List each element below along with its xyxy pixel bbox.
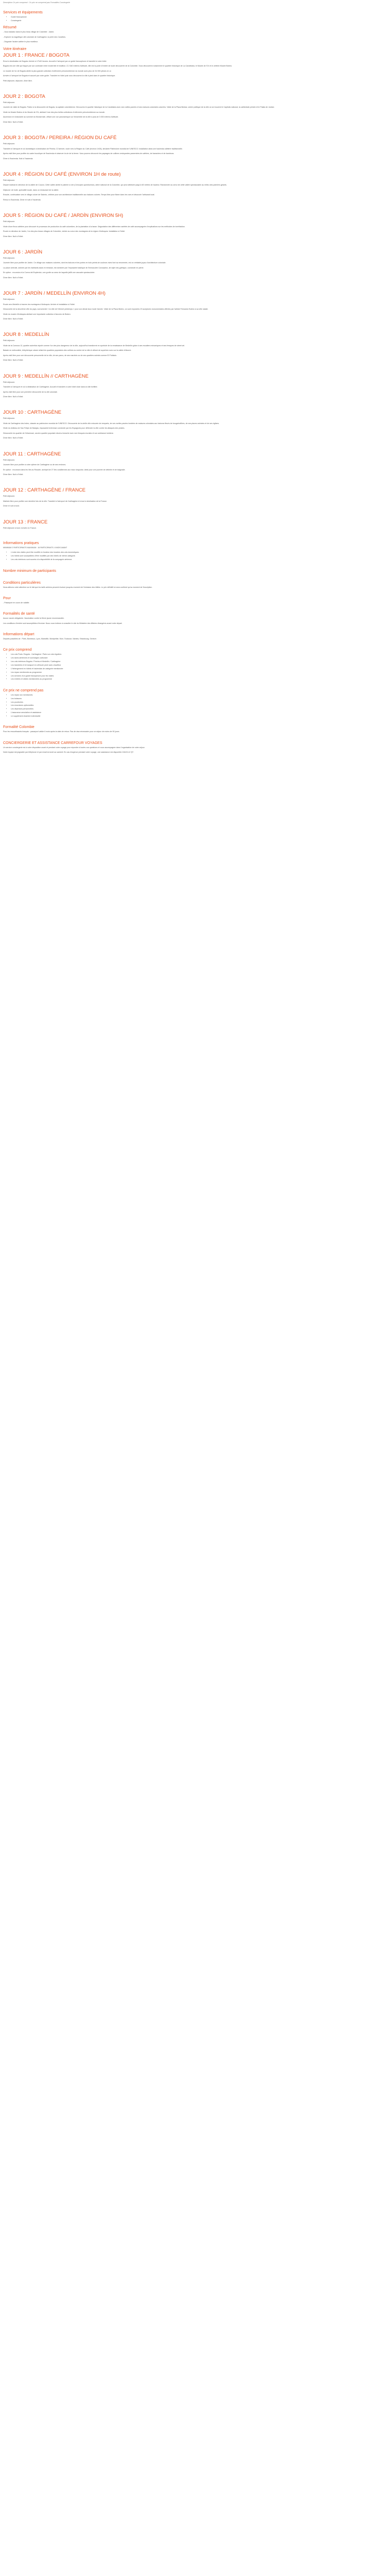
day-title: JOUR 4 : RÉGION DU CAFÉ (ENVIRON 1H de route) (3, 171, 121, 177)
formalite-colombie-section (3, 725, 378, 733)
day-block (3, 291, 378, 320)
day-title: JOUR 6 : JARDÍN (3, 249, 43, 255)
day-paragraph: Route vers Medellín à travers les montagnes d'Antioquia. Arrivée et installation à l'hôtel. (3, 303, 75, 306)
day-paragraph: Petit déjeuner. (3, 495, 15, 498)
info-line: MINIMUM 2 PARTICIPANTS MAXIMUM : 16 PARTICIPANTS. 8 MOIS AVANT (3, 546, 68, 549)
day-title: JOUR 9 : MEDELLÍN // CARTHAGÈNE (3, 373, 89, 379)
day-title: JOUR 10 : CARTHAGÈNE (3, 410, 61, 416)
conciergerie-heading: CONCIERGERIE ET ASSISTANCE CARREFOUR VOYAGES (3, 741, 103, 745)
day-paragraph: Bogota est une ville qui frappe par son contraste entre modernité et tradition. À 2 640 mètres d'altitude, elle est la porte d'entrée de toute découverte de la Colombie. Vous découvrirez notamment le quartier historique de La Candelaria, le Musée de l'Or et le célèbre Musée Botero. (3, 65, 233, 67)
day-paragraph: Petit déjeuner. (3, 221, 15, 223)
day-paragraph: Dîner libre. Nuit à l'hôtel. (3, 437, 24, 439)
day-block (3, 135, 378, 160)
resume-heading: Résumé (3, 26, 17, 30)
day-paragraph: Après-midi libre pour profiter du cadre bucolique de l'hacienda et observer la vie de la ferme. Vous pourrez découvrir les paysages de collines verdoyantes parsemées de caféiers, de bananiers et de bambous. (3, 152, 174, 155)
list-item: • Les dépenses personnelles (11, 708, 378, 710)
list-item: • Les repas non mentionnés (11, 694, 378, 697)
list-item: • Les entrées et visites mentionnées au programme (11, 678, 378, 681)
day-paragraph: Déjeuner de truite, spécialité locale, dans un restaurant de la vallée. (3, 189, 59, 191)
day-paragraph: Petit déjeuner, déjeuner, dîner libre. (3, 79, 32, 82)
list-item: • Les pourboires (11, 701, 378, 704)
comprend-pas-section (3, 688, 378, 718)
day-block (3, 451, 378, 477)
list-item: • Guide francophone (11, 16, 378, 19)
itinerary-days (3, 53, 378, 530)
comprend-section (3, 648, 378, 681)
day-title: JOUR 7 : JARDÍN / MEDELLÍN (ENVIRON 4H) (3, 291, 106, 297)
day-paragraph: Retour à l'hacienda. Dîner et nuit à l'hacienda. (3, 198, 41, 201)
day-title: JOUR 1 : FRANCE / BOGOTA (3, 52, 70, 58)
intro-text: Description Ce prix comprend : Ce prix ne comprend pas Formalités Conciergerie (3, 2, 70, 4)
list-item: • Les hôtels sont susceptibles d'être modifiés par des hôtels de même catégorie. (11, 555, 378, 557)
list-item: • Les transferts et le transport en véhicule privé avec chauffeur (11, 664, 378, 667)
day-block (3, 374, 378, 399)
day-paragraph: Petit déjeuner. (3, 381, 15, 383)
day-paragraph: Visite de la Comuna 13, quartier autrefois réputé comme l'un des plus dangereux de la ville, aujourd'hui transformé en symbole de la renaissance de Medellín grâce à ses escaliers mécaniques et ses fresques de street art. (3, 344, 185, 347)
list-item: • L'assurance annulation et assistance (11, 711, 378, 714)
conciergerie-section (3, 741, 378, 754)
list-item: • Les repas mentionnés au programme (11, 671, 378, 674)
day-paragraph: Petit déjeuner. (3, 298, 15, 301)
day-block (3, 213, 378, 238)
list-item: • L'ordre des visites peut être modifié en fonction des horaires des vols domestiques. (11, 551, 378, 554)
day-title: JOUR 13 : FRANCE (3, 519, 48, 525)
day-paragraph: Visite du musée d'Antioquia abritant une importante collection d'œuvres de Botero. (3, 313, 71, 315)
pour-section (3, 596, 378, 604)
day-title: JOUR 8 : MEDELLÍN (3, 332, 50, 338)
day-block (3, 53, 378, 82)
list-item: • Les vols intérieurs Bogota / Pereira et Medellín / Carthagène (11, 660, 378, 663)
day-paragraph: En option : excursion à la Cueva del Esplendor, une grotte au cœur de laquelle jaillit une cascade spectaculaire. (3, 272, 95, 274)
day-paragraph: Petit déjeuner. (3, 179, 15, 181)
conditions-section (3, 581, 378, 589)
list-item: • Les boissons (11, 698, 378, 700)
day-paragraph: Dîner et nuit à bord. (3, 505, 20, 507)
day-block (3, 249, 378, 279)
comprend-heading: Ce prix comprend (3, 648, 32, 652)
pour-heading: Pour (3, 596, 11, 600)
day-paragraph: Petit déjeuner. (3, 257, 15, 259)
itinerary-heading: Votre itinéraire (3, 47, 27, 51)
day-paragraph: Dîner libre. Nuit à l'hôtel. (3, 235, 24, 238)
day-block (3, 332, 378, 362)
conditions-heading: Conditions particulières (3, 581, 41, 585)
day-paragraph: Visite d'une finca caféière pour découvrir le processus de production du café colombien, de la plantation à la tasse. Dégustation des différentes variétés de café accompagnée d'explications sur les méthodes de torréfaction. (3, 225, 186, 228)
day-paragraph: Envol à destination de Bogota. Arrivée à 17h40 heures. Accueil à l'aéroport par un guide francophone et transfert à votre hôtel. (3, 60, 107, 62)
day-paragraph: Départ matinal en direction de la vallée de Cocora. Cette vallée abrite le palmier à cire (Ceroxylon quindiuense), arbre national de la Colombie, qui peut atteindre jusqu'à 60 mètres de hauteur. Randonnée au cœur de cette vallée spectaculaire au milieu des palmiers géants. (3, 184, 227, 187)
day-paragraph: Dîner libre. Nuit à l'hôtel. (3, 473, 24, 476)
day-paragraph: Journée de visite de Bogota. Partez à la découverte de Bogota, la capitale colombienne. Découvrez le quartier historique de la Candelaria avec ses ruelles pavées et ses maisons coloniales colorées. Visite de la Plaza Bolivar, centre politique de la ville où se trouvent le Capitolio national, la cathédrale primée et le Palais de Justice. (3, 106, 275, 109)
day-paragraph: Dîner libre. Nuit à l'hôtel. (3, 396, 24, 398)
day-title: JOUR 12 : CARTHAGÈNE / FRANCE (3, 487, 86, 494)
day-paragraph: Petit déjeuner. (3, 459, 15, 461)
resume-line: - Vous baladez dans le plus beau village de Colombie : Jardín. (3, 31, 55, 33)
day-block (3, 410, 378, 439)
day-paragraph: Découverte du quartier de Getsemaní, ancien quartier populaire devenu branché avec ses fresques murales et son ambiance bohème. (3, 432, 114, 434)
info-section (3, 541, 378, 562)
day-paragraph: Transfert à l'aéroport et vol domestique à destination de Pereira. À l'arrivée, route vers la Région du Café (environ 1h30), déclarée Patrimoine mondial de l'UNESCO. Installation dans une hacienda caféière traditionnelle. (3, 147, 183, 150)
day-title: JOUR 2 : BOGOTA (3, 93, 45, 99)
day-paragraph: Route en direction de Jardín, l'un des plus beaux villages de Colombie, nichée au cœur des montagnes de la région d'Antioquia. Installation à l'hôtel. (3, 230, 125, 233)
comprend-pas-heading: Ce prix ne comprend pas (3, 688, 44, 692)
day-paragraph: Arrivée à l'aéroport de Bogota et accueil par votre guide. Transfert en hôtel puis vous découvrez la ville à pied dans le quartier historique. (3, 75, 116, 77)
day-paragraph: Matinée libre pour profiter une dernière fois de la ville. Transfert à l'aéroport de Carthagène et envol à destination de la France. (3, 500, 107, 502)
min-heading: Nombre minimum de participants (3, 569, 56, 573)
comprend-pas-list (3, 694, 378, 718)
day-block (3, 94, 378, 124)
day-paragraph: Dîner à l'hacienda. Nuit à l'hacienda. (3, 157, 34, 160)
formalites-text: Aucun vaccin obligatoire. Vaccination contre la fièvre jaune recommandée. (3, 617, 64, 620)
list-item: • L'hébergement en hôtels et haciendas de catégorie mentionnée (11, 668, 378, 670)
day-paragraph: La place centrale, animée par les habitants assis en terrasse, est dominée par l'imposante basilique de l'Immaculée Conception, de style néo-gothique, construite en pierre. (3, 266, 144, 269)
day-paragraph: Le musée de l'or de Bogota abrite la plus grande collection d'orfèvrerie précolombienne du monde avec plus de 34 000 pièces en or. (3, 70, 112, 72)
day-paragraph: Ensuite, continuation vers le village coloré de Salento, célèbre pour son architecture traditionnelle aux balcons colorés. Temps libre pour flâner dans les rues et découvrir l'artisanat local. (3, 194, 155, 196)
covid-text: Les conditions d'entrée sont susceptibles d'évoluer. Nous vous invitons à consulter le site du Ministère des Affaires étrangères avant votre départ. (3, 622, 123, 624)
info-list (3, 551, 378, 561)
formalites-heading: Formalités de santé (3, 612, 35, 616)
day-paragraph: Journée libre pour profiter à votre rythme de Carthagène ou de ses environs. (3, 464, 67, 466)
day-title: JOUR 3 : BOGOTA / PEREIRA / RÉGION DU CAFÉ (3, 135, 117, 141)
list-item: • Les vols Paris / Bogota - Carthagène / Paris sur vols réguliers (11, 653, 378, 656)
services-heading: Services et équipements (3, 11, 43, 15)
info-heading: Informations pratiques (3, 541, 39, 545)
day-title: JOUR 11 : CARTHAGÈNE (3, 451, 61, 457)
day-paragraph: En option : excursion dans les îles du Rosaire, archipel de 27 îles coralliennes aux eaux turquoise, idéal pour une journée de détente et de baignade. (3, 468, 126, 471)
day-paragraph: Petit déjeuner. (3, 143, 15, 145)
day-paragraph: Visite du château de San Felipe de Barajas, imposante forteresse construite par les Espagnols pour défendre la ville contre les attaques des pirates. (3, 427, 125, 430)
resume-line: - Déguster l'arabe caféier le plus moelleux. (3, 41, 39, 43)
resume-line: - Explorer la magnifique cité coloniale de Carthagène, la perle des Caraïbes. (3, 36, 66, 38)
list-item: • Les taxes aériennes et surcharges carburant (11, 657, 378, 659)
list-item: • Le supplément chambre individuelle (11, 715, 378, 718)
day-paragraph: Visite du Musée Botero et du Musée de l'Or, abritant l'une des plus belles collections d'orfèvrerie précolombienne au monde. (3, 111, 105, 113)
day-paragraph: Petit déjeuner. (3, 101, 15, 104)
day-paragraph: Dîner libre. Nuit à l'hôtel. (3, 359, 24, 362)
depart-heading: Informations départ (3, 632, 35, 636)
day-block (3, 172, 378, 201)
list-item: • Les vols intérieurs sont soumis à la disponibilité de la compagnie aérienne. (11, 558, 378, 561)
conditions-text: Nous attirons votre attention sur le fait que les tarifs aériens peuvent évoluer jusqu'au moment de l'émission des billets. Le prix définitif ne sera confirmé qu'au moment de l'inscription. (3, 586, 153, 588)
day-title: JOUR 5 : RÉGION DU CAFÉ / JARDÍN (ENVIRON 5H) (3, 213, 123, 219)
day-paragraph: Transfert à l'aéroport et vol à destination de Carthagène. Accueil et transfert à votre hôtel situé dans la ville fortifiée. (3, 386, 98, 388)
day-paragraph: Petit déjeuner. (3, 340, 15, 342)
list-item: • Les excursions optionnelles (11, 704, 378, 707)
formalites-section (3, 612, 378, 625)
conciergerie-text: Notre équipe est joignable par téléphone et par email du lundi au samedi. En cas d'urgence pendant votre voyage, une assistance est disponible 24h/24 et 7j/7. (3, 751, 134, 754)
day-paragraph: Dîner libre. Nuit à l'hôtel. (3, 121, 24, 123)
day-paragraph: Balade en métrocâble, téléphérique urbain reliant les quartiers populaires des collines au centre de la ville et offrant de superbes vues sur la vallée d'Aburrá. (3, 349, 132, 352)
formalite-colombie-heading: Formalité Colombie (3, 725, 35, 730)
list-item: • Les services d'un guide francophone pour les visites (11, 675, 378, 677)
day-paragraph: Dîner libre. Nuit à l'hôtel. (3, 318, 24, 320)
depart-section (3, 632, 378, 640)
day-paragraph: Visite de Carthagène des Indes, classée au patrimoine mondial de l'UNESCO. Découverte de la vieille ville entourée de remparts, de ses ruelles pavées bordées de maisons coloniales aux balcons fleuris de bougainvilliers, de ses places animées et de ses églises. (3, 422, 220, 425)
day-paragraph: Dîner libre. Nuit à l'hôtel. (3, 276, 24, 279)
day-paragraph: Petit déjeuner à bord. Arrivée en France. (3, 527, 37, 529)
pour-item: - Passeport en cours de validité. (3, 601, 30, 604)
day-paragraph: Après-midi libre pour une première découverte de la cité coloniale. (3, 391, 58, 393)
day-block (3, 519, 378, 530)
day-paragraph: Après-midi libre pour une découverte personnelle de la ville, de ses parcs, de ses marchés ou de ses quartiers animés comme El Poblado. (3, 354, 117, 357)
day-block (3, 487, 378, 507)
day-paragraph: Découverte de la deuxième ville du pays, surnommée « la ville de l'éternel printemps » pour son climat doux toute l'année. Visite de la Plaza Botero, où sont exposées 23 sculptures monumentales offertes par l'artiste Fernando Botero à sa ville natale. (3, 308, 208, 311)
day-paragraph: Journée libre pour profiter de Jardín. Ce village aux maisons colorées, dont les balcons et les portes en bois peints de couleurs vives font sa renommée, est un véritable joyau d'architecture coloniale. (3, 262, 166, 264)
list-item: • Conciergerie (11, 20, 378, 22)
day-paragraph: Ascension en funiculaire au sommet du Monserrate, offrant une vue panoramique sur l'ensemble de la ville à plus de 3 000 mètres d'altitude. (3, 116, 119, 118)
depart-text: Départs possibles de : Paris, Bordeaux, Lyon, Marseille, Montpellier, Nice, Toulouse, Nantes, Strasbourg, Genève. (3, 637, 97, 640)
page (0, 2, 383, 754)
min-section (3, 569, 378, 573)
services-list (3, 16, 378, 22)
day-paragraph: Petit déjeuner. (3, 417, 15, 420)
conciergerie-text: Un service conciergerie est à votre disposition avant et pendant votre voyage pour répondre à toutes vos questions et vous accompagner dans l'organisation de votre séjour. (3, 746, 145, 749)
formalite-colombie-text: Pour les ressortissants français : passeport valide 6 mois après la date de retour. Pas de visa nécessaire pour un séjour de moins de 90 jours. (3, 731, 120, 733)
comprend-list (3, 653, 378, 681)
